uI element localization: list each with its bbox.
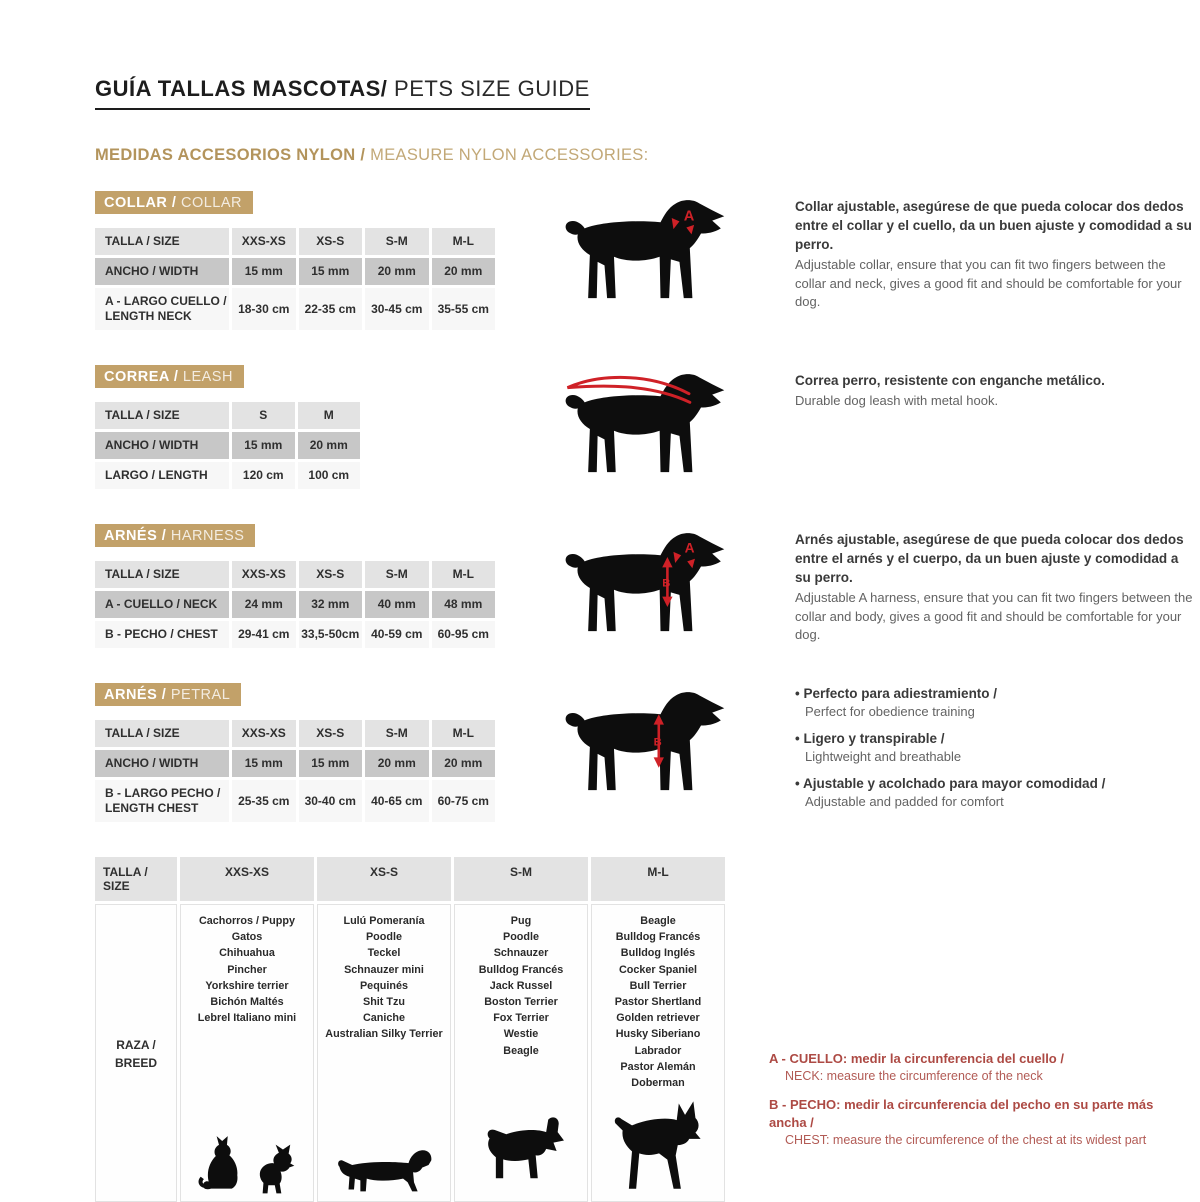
harness-badge-es: ARNÉS /: [104, 528, 167, 544]
value-cell: 33,5-50cm: [299, 621, 363, 648]
column-header: XXS-XS: [232, 228, 296, 255]
column-header: M: [298, 402, 361, 429]
note-chest: [769, 1096, 1189, 1150]
value-cell: 29-41 cm: [232, 621, 296, 648]
note-neck-es: A - CUELLO: medir la circunferencia del cuello /: [769, 1051, 1064, 1066]
collar-desc-es: Collar ajustable, asegúrese de que pueda colocar dos dedos entre el collar y el cuello, da un buen ajuste y comodidad a su perro.: [795, 199, 1192, 253]
breed-item: Yorkshire terrier: [205, 979, 289, 992]
petral-feature-item: [795, 730, 1195, 766]
value-cell: 30-45 cm: [365, 288, 429, 330]
leash-badge: [95, 365, 244, 388]
value-cell: 15 mm: [299, 258, 363, 285]
value-cell: 25-35 cm: [232, 780, 296, 822]
harness-badge-en: HARNESS: [166, 528, 245, 544]
breed-item: Shit Tzu: [363, 995, 405, 1008]
breed-item: Lulú Pomeranía: [343, 915, 425, 927]
leash-dog-area: [530, 365, 760, 479]
breed-column-header: M-L: [591, 857, 725, 901]
breed-item: Bulldog Francés: [478, 963, 564, 976]
value-cell: 35-55 cm: [432, 288, 496, 330]
row-label: LARGO / LENGTH: [95, 462, 229, 489]
column-header: XXS-XS: [232, 720, 296, 747]
breed-item: Schnauzer mini: [344, 963, 424, 976]
column-header: S-M: [365, 228, 429, 255]
value-cell: 15 mm: [232, 432, 295, 459]
note-neck-en: NECK: measure the circumference of the neck: [785, 1069, 1043, 1084]
value-cell: 100 cm: [298, 462, 361, 489]
value-cell: 40 mm: [365, 591, 429, 618]
column-header: M-L: [432, 720, 496, 747]
leash-badge-en: LEASH: [178, 369, 233, 385]
breed-column-header: XXS-XS: [180, 857, 314, 901]
page-subtitle: [95, 146, 1200, 165]
row-label: A - CUELLO / NECK: [95, 591, 229, 618]
petral-feature-en: Perfect for obedience training: [805, 704, 975, 720]
petral-feature-es: • Ajustable y acolchado para mayor comodidad /: [795, 775, 1195, 793]
harness-desc-en: Adjustable A harness, ensure that you can fit two fingers between the collar and body, gives a good fit and should be comfortable for your dog.: [795, 590, 1193, 643]
petral-feature-item: [795, 775, 1195, 811]
petral-dog-area: [530, 683, 760, 797]
row-label: A - LARGO CUELLO / LENGTH NECK: [95, 288, 229, 330]
collar-table-area: [95, 191, 495, 333]
breed-item: Schnauzer: [493, 947, 549, 960]
value-cell: 20 mm: [365, 750, 429, 777]
value-cell: 22-35 cm: [299, 288, 363, 330]
page-title-es: GUÍA TALLAS MASCOTAS/: [95, 76, 388, 101]
section-leash: [95, 365, 1200, 492]
breed-item: Bichón Maltés: [210, 995, 284, 1008]
value-cell: 30-40 cm: [299, 780, 363, 822]
breed-item: Bulldog Francés: [615, 931, 701, 944]
breed-column-header: XS-S: [317, 857, 451, 901]
breed-item: Pincher: [227, 963, 267, 976]
breed-item: Bull Terrier: [629, 979, 687, 992]
measurement-notes: [769, 857, 1189, 1160]
chihuahua-silhouette-icon: [248, 1143, 300, 1195]
collar-size-table: [95, 225, 495, 333]
harness-badge: [95, 524, 255, 547]
petral-feature-en: Adjustable and padded for comfort: [805, 793, 1004, 809]
breed-item: Pug: [510, 915, 532, 927]
collar-dog-area: [530, 191, 760, 305]
value-cell: 18-30 cm: [232, 288, 296, 330]
value-cell: 20 mm: [432, 258, 496, 285]
value-cell: 40-59 cm: [365, 621, 429, 648]
breed-list: [325, 913, 442, 1043]
note-neck: [769, 1050, 1189, 1086]
size-table: [92, 225, 498, 333]
breed-cell-s-m: [454, 904, 588, 1202]
breed-row-label-es: RAZA /: [116, 1038, 156, 1053]
breed-item: Gatos: [231, 931, 263, 944]
breed-item: Husky Siberiano: [615, 1028, 701, 1041]
breed-list: [615, 913, 701, 1091]
petral-table-area: [95, 683, 495, 825]
row-label: B - PECHO / CHEST: [95, 621, 229, 648]
petral-feature-es: • Perfecto para adiestramiento /: [795, 685, 1195, 703]
value-cell: 60-75 cm: [432, 780, 496, 822]
breed-item: Labrador: [634, 1044, 682, 1057]
breed-item: Doberman: [631, 1076, 685, 1089]
petral-feature-en: Lightweight and breathable: [805, 748, 962, 764]
collar-description: [795, 191, 1195, 312]
column-header: TALLA / SIZE: [95, 561, 229, 588]
value-cell: 15 mm: [232, 750, 296, 777]
breed-size-table: [95, 857, 726, 1202]
column-header: XS-S: [299, 720, 363, 747]
page-subtitle-en: MEASURE NYLON ACCESSORIES:: [365, 146, 649, 164]
section-petral: [95, 683, 1200, 825]
column-header: M-L: [432, 228, 496, 255]
harness-size-table: [95, 558, 495, 651]
breed-item: Australian Silky Terrier: [325, 1028, 443, 1041]
value-cell: 48 mm: [432, 591, 496, 618]
dog-harness-illustration: [554, 526, 736, 638]
column-header: S-M: [365, 720, 429, 747]
breed-item: Pastor Shertland: [614, 995, 702, 1008]
breeds-area: [95, 857, 1200, 1202]
breed-item: Bulldog Inglés: [620, 947, 696, 960]
breed-list: [479, 913, 564, 1059]
page-title: [95, 76, 590, 110]
value-cell: 32 mm: [299, 591, 363, 618]
breed-item: Pequinés: [359, 979, 408, 992]
column-header: XXS-XS: [232, 561, 296, 588]
page-subtitle-es: MEDIDAS ACCESORIOS NYLON /: [95, 146, 366, 164]
petral-marker-b: B: [653, 736, 662, 749]
column-header: XS-S: [299, 228, 363, 255]
breed-item: Boston Terrier: [484, 995, 558, 1008]
column-header: TALLA / SIZE: [95, 402, 229, 429]
value-cell: 20 mm: [365, 258, 429, 285]
leash-size-table: [95, 399, 495, 492]
value-cell: 20 mm: [432, 750, 496, 777]
section-harness: [95, 524, 1200, 651]
breed-item: Lebrel Italiano mini: [197, 1012, 297, 1025]
value-cell: 20 mm: [298, 432, 361, 459]
value-cell: 60-95 cm: [432, 621, 496, 648]
row-label: ANCHO / WIDTH: [95, 258, 229, 285]
breed-item: Cocker Spaniel: [618, 963, 697, 976]
breed-item: Cachorros / Puppy: [198, 915, 295, 927]
petral-features: [795, 683, 1195, 819]
column-header: M-L: [432, 561, 496, 588]
breed-item: Caniche: [362, 1012, 405, 1025]
breed-cell-xxs-xs: [180, 904, 314, 1202]
note-chest-en: CHEST: measure the circumference of the chest at its widest part: [785, 1133, 1147, 1148]
leash-desc-es: Correa perro, resistente con enganche metálico.: [795, 373, 1105, 388]
column-header: TALLA / SIZE: [95, 720, 229, 747]
dachshund-silhouette-icon: [334, 1144, 434, 1195]
breed-cell-xs-s: [317, 904, 451, 1202]
size-table: [92, 399, 363, 492]
breed-column-header: TALLA / SIZE: [95, 857, 177, 901]
collar-badge: [95, 191, 253, 214]
value-cell: 120 cm: [232, 462, 295, 489]
breed-item: Jack Russel: [489, 979, 553, 992]
harness-description: [795, 524, 1195, 645]
dog-collar-illustration: [554, 193, 736, 305]
harness-dog-area: [530, 524, 760, 638]
breed-item: Poodle: [503, 931, 539, 944]
schnauzer-silhouette-icon: [477, 1107, 565, 1195]
collar-badge-es: COLLAR /: [104, 195, 177, 211]
breed-row-label-en: BREED: [114, 1056, 157, 1071]
breed-row-label: [95, 904, 177, 1202]
page-title-en: PETS SIZE GUIDE: [387, 76, 590, 101]
breed-cell-m-l: [591, 904, 725, 1202]
harness-marker-b: B: [662, 577, 671, 590]
value-cell: 24 mm: [232, 591, 296, 618]
value-cell: 15 mm: [299, 750, 363, 777]
petral-badge-es: ARNÉS /: [104, 687, 167, 703]
value-cell: 15 mm: [232, 258, 296, 285]
note-chest-es: B - PECHO: medir la circunferencia del pecho en su parte más ancha /: [769, 1096, 1154, 1130]
size-table: [92, 717, 498, 825]
cat-silhouette-icon: [195, 1133, 243, 1195]
collar-marker-a: A: [683, 208, 695, 225]
breed-item: Chihuahua: [219, 947, 275, 960]
column-header: TALLA / SIZE: [95, 228, 229, 255]
row-label: ANCHO / WIDTH: [95, 750, 229, 777]
column-header: S-M: [365, 561, 429, 588]
leash-badge-es: CORREA /: [104, 369, 179, 385]
collar-badge-en: COLLAR: [176, 195, 243, 211]
harness-marker-a: A: [684, 540, 695, 556]
leash-description: [795, 365, 1195, 411]
column-header: S: [232, 402, 295, 429]
section-collar: [95, 191, 1200, 333]
dog-petral-illustration: [554, 685, 736, 797]
harness-table-area: [95, 524, 495, 651]
petral-badge: [95, 683, 241, 706]
leash-table-area: [95, 365, 495, 492]
breed-item: Beagle: [503, 1044, 539, 1057]
doberman-silhouette-icon: [610, 1091, 706, 1195]
breed-item: Beagle: [640, 915, 676, 927]
value-cell: 40-65 cm: [365, 780, 429, 822]
harness-desc-es: Arnés ajustable, asegúrese de que pueda colocar dos dedos entre el arnés y el cuerpo, da un buen ajuste y comodidad a su perro.: [795, 532, 1184, 586]
breed-list: [198, 913, 296, 1026]
petral-badge-en: PETRAL: [166, 687, 231, 703]
petral-size-table: [95, 717, 495, 825]
breed-column-header: S-M: [454, 857, 588, 901]
row-label: B - LARGO PECHO / LENGTH CHEST: [95, 780, 229, 822]
petral-feature-item: [795, 685, 1195, 721]
breed-item: Westie: [503, 1028, 539, 1041]
size-table: [92, 558, 498, 651]
breed-item: Teckel: [367, 947, 401, 960]
column-header: XS-S: [299, 561, 363, 588]
breed-item: Pastor Alemán: [620, 1060, 696, 1073]
leash-desc-en: Durable dog leash with metal hook.: [795, 393, 999, 409]
collar-desc-en: Adjustable collar, ensure that you can fit two fingers between the collar and neck, gives a good fit and should be comfortable for your dog.: [795, 257, 1182, 310]
petral-feature-es: • Ligero y transpirable /: [795, 730, 1195, 748]
dog-leash-illustration: [554, 367, 736, 479]
breed-item: Golden retriever: [616, 1012, 700, 1025]
row-label: ANCHO / WIDTH: [95, 432, 229, 459]
breed-item: Fox Terrier: [493, 1012, 549, 1025]
breed-item: Poodle: [365, 931, 402, 944]
